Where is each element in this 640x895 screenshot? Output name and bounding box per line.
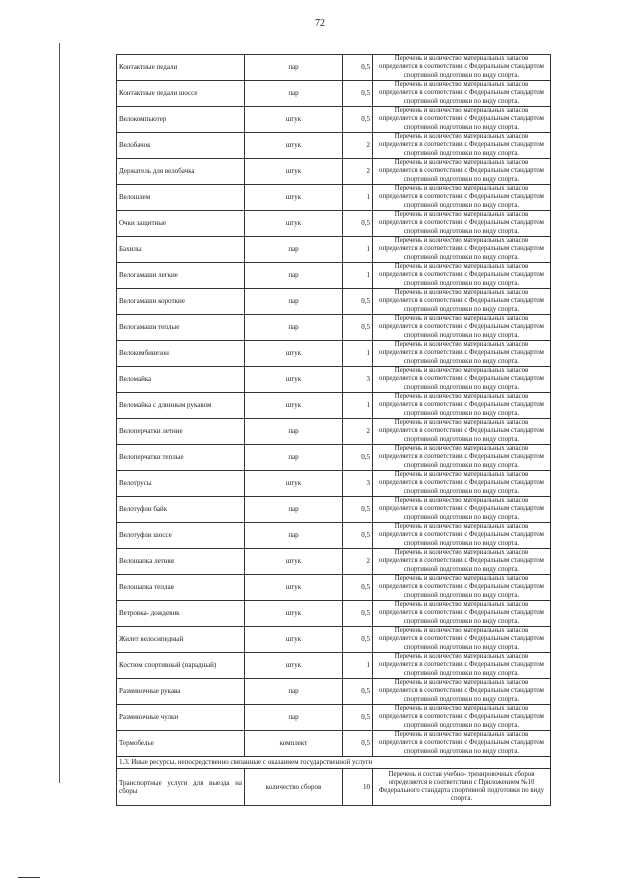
item-basis: Перечень и количество материальных запасов определяется в соответствии с Федеральным стандартом спортивной подготовки по виду спорта. xyxy=(373,549,551,575)
item-unit: количество сборов xyxy=(245,769,343,806)
item-qty: 3 xyxy=(343,471,373,497)
item-qty: 1 xyxy=(343,393,373,419)
item-unit: штук xyxy=(245,549,343,575)
item-basis: Перечень и количество материальных запасов определяется в соответствии с Федеральным стандартом спортивной подготовки по виду спорта. xyxy=(373,653,551,679)
item-qty: 2 xyxy=(343,549,373,575)
item-qty: 0,5 xyxy=(343,289,373,315)
resources-table xyxy=(116,54,551,806)
item-unit: штук xyxy=(245,575,343,601)
table-row xyxy=(117,211,551,237)
item-name: Ветровка- дождевик xyxy=(117,601,245,627)
item-name: Велоперчатки летние xyxy=(117,419,245,445)
item-unit: штук xyxy=(245,341,343,367)
item-basis: Перечень и количество материальных запасов определяется в соответствии с Федеральным стандартом спортивной подготовки по виду спорта. xyxy=(373,705,551,731)
item-qty: 1 xyxy=(343,263,373,289)
item-basis: Перечень и количество материальных запасов определяется в соответствии с Федеральным стандартом спортивной подготовки по виду спорта. xyxy=(373,393,551,419)
item-qty: 2 xyxy=(343,419,373,445)
item-qty: 0,5 xyxy=(343,315,373,341)
item-basis: Перечень и количество материальных запасов определяется в соответствии с Федеральным стандартом спортивной подготовки по виду спорта. xyxy=(373,419,551,445)
table-row xyxy=(117,81,551,107)
item-name: Велобачок xyxy=(117,133,245,159)
table-row xyxy=(117,471,551,497)
section-title: 1.3. Иные ресурсы, непосредственно связанные с оказанием государственной услуги xyxy=(117,757,551,769)
item-qty: 0,5 xyxy=(343,445,373,471)
item-unit: пар xyxy=(245,705,343,731)
item-qty: 0,5 xyxy=(343,81,373,107)
item-basis: Перечень и количество материальных запасов определяется в соответствии с Федеральным стандартом спортивной подготовки по виду спорта. xyxy=(373,679,551,705)
item-qty: 0,5 xyxy=(343,107,373,133)
item-qty: 0,5 xyxy=(343,601,373,627)
item-basis: Перечень и состав учебно- тренировочных сборов определяется в соответствии с Приложением №10 Федерального стандарта спортивной подготовки по виду спорта. xyxy=(373,769,551,806)
item-name: Велотрусы xyxy=(117,471,245,497)
item-unit: пар xyxy=(245,445,343,471)
item-basis: Перечень и количество материальных запасов определяется в соответствии с Федеральным стандартом спортивной подготовки по виду спорта. xyxy=(373,81,551,107)
item-basis: Перечень и количество материальных запасов определяется в соответствии с Федеральным стандартом спортивной подготовки по виду спорта. xyxy=(373,341,551,367)
item-qty: 0,5 xyxy=(343,211,373,237)
table-row xyxy=(117,237,551,263)
item-name: Велокомбинезон xyxy=(117,341,245,367)
item-unit: пар xyxy=(245,237,343,263)
item-unit: штук xyxy=(245,367,343,393)
item-basis: Перечень и количество материальных запасов определяется в соответствии с Федеральным стандартом спортивной подготовки по виду спорта. xyxy=(373,575,551,601)
item-unit: штук xyxy=(245,185,343,211)
item-unit: штук xyxy=(245,133,343,159)
table-row xyxy=(117,601,551,627)
item-basis: Перечень и количество материальных запасов определяется в соответствии с Федеральным стандартом спортивной подготовки по виду спорта. xyxy=(373,133,551,159)
item-qty: 1 xyxy=(343,185,373,211)
item-name: Бахилы xyxy=(117,237,245,263)
table-row xyxy=(117,575,551,601)
item-basis: Перечень и количество материальных запасов определяется в соответствии с Федеральным стандартом спортивной подготовки по виду спорта. xyxy=(373,107,551,133)
item-name: Жилет велосипедный xyxy=(117,627,245,653)
item-name: Велошапка теплая xyxy=(117,575,245,601)
item-unit: пар xyxy=(245,289,343,315)
item-basis: Перечень и количество материальных запасов определяется в соответствии с Федеральным стандартом спортивной подготовки по виду спорта. xyxy=(373,367,551,393)
table-row xyxy=(117,497,551,523)
item-unit: пар xyxy=(245,679,343,705)
table-row xyxy=(117,731,551,757)
item-basis: Перечень и количество материальных запасов определяется в соответствии с Федеральным стандартом спортивной подготовки по виду спорта. xyxy=(373,471,551,497)
item-basis: Перечень и количество материальных запасов определяется в соответствии с Федеральным стандартом спортивной подготовки по виду спорта. xyxy=(373,627,551,653)
table-row xyxy=(117,133,551,159)
item-qty: 0,5 xyxy=(343,627,373,653)
item-basis: Перечень и количество материальных запасов определяется в соответствии с Федеральным стандартом спортивной подготовки по виду спорта. xyxy=(373,263,551,289)
item-unit: штук xyxy=(245,653,343,679)
item-unit: пар xyxy=(245,523,343,549)
table-row xyxy=(117,159,551,185)
item-unit: пар xyxy=(245,419,343,445)
item-basis: Перечень и количество материальных запасов определяется в соответствии с Федеральным стандартом спортивной подготовки по виду спорта. xyxy=(373,601,551,627)
item-name: Велотуфли байк xyxy=(117,497,245,523)
item-basis: Перечень и количество материальных запасов определяется в соответствии с Федеральным стандартом спортивной подготовки по виду спорта. xyxy=(373,159,551,185)
item-name: Велоперчатки теплые xyxy=(117,445,245,471)
item-basis: Перечень и количество материальных запасов определяется в соответствии с Федеральным стандартом спортивной подготовки по виду спорта. xyxy=(373,55,551,81)
item-qty: 2 xyxy=(343,159,373,185)
item-basis: Перечень и количество материальных запасов определяется в соответствии с Федеральным стандартом спортивной подготовки по виду спорта. xyxy=(373,237,551,263)
table-row xyxy=(117,263,551,289)
item-name: Велогамаши теплые xyxy=(117,315,245,341)
item-unit: пар xyxy=(245,497,343,523)
item-unit: комплект xyxy=(245,731,343,757)
table-row xyxy=(117,549,551,575)
table-row xyxy=(117,341,551,367)
table-row xyxy=(117,627,551,653)
item-name: Велошлем xyxy=(117,185,245,211)
item-name: Контактные педали шоссе xyxy=(117,81,245,107)
item-name: Велогамаши легкие xyxy=(117,263,245,289)
table-row xyxy=(117,679,551,705)
corner-mark xyxy=(18,877,40,878)
item-qty: 1 xyxy=(343,341,373,367)
item-basis: Перечень и количество материальных запасов определяется в соответствии с Федеральным стандартом спортивной подготовки по виду спорта. xyxy=(373,289,551,315)
table-row xyxy=(117,419,551,445)
table-row xyxy=(117,393,551,419)
item-basis: Перечень и количество материальных запасов определяется в соответствии с Федеральным стандартом спортивной подготовки по виду спорта. xyxy=(373,211,551,237)
item-unit: штук xyxy=(245,471,343,497)
item-unit: штук xyxy=(245,393,343,419)
item-basis: Перечень и количество материальных запасов определяется в соответствии с Федеральным стандартом спортивной подготовки по виду спорта. xyxy=(373,523,551,549)
table-row xyxy=(117,289,551,315)
item-name: Транспортные услуги для выезда на сборы xyxy=(117,769,245,806)
table-row xyxy=(117,367,551,393)
item-qty: 2 xyxy=(343,133,373,159)
item-name: Очки защитные xyxy=(117,211,245,237)
section-row xyxy=(117,757,551,769)
item-qty: 10 xyxy=(343,769,373,806)
margin-line xyxy=(59,43,60,783)
item-basis: Перечень и количество материальных запасов определяется в соответствии с Федеральным стандартом спортивной подготовки по виду спорта. xyxy=(373,497,551,523)
item-name: Контактные педали xyxy=(117,55,245,81)
item-name: Велокомпьютер xyxy=(117,107,245,133)
item-unit: штук xyxy=(245,211,343,237)
table-row xyxy=(117,445,551,471)
table-row xyxy=(117,523,551,549)
table-body xyxy=(117,55,551,806)
item-unit: пар xyxy=(245,315,343,341)
item-unit: пар xyxy=(245,263,343,289)
table-row xyxy=(117,769,551,806)
item-qty: 0,5 xyxy=(343,731,373,757)
table-row xyxy=(117,107,551,133)
page-number: 72 xyxy=(315,18,325,29)
item-unit: штук xyxy=(245,627,343,653)
table-row xyxy=(117,315,551,341)
item-name: Веломайка xyxy=(117,367,245,393)
item-basis: Перечень и количество материальных запасов определяется в соответствии с Федеральным стандартом спортивной подготовки по виду спорта. xyxy=(373,185,551,211)
item-qty: 0,5 xyxy=(343,523,373,549)
item-unit: пар xyxy=(245,55,343,81)
item-qty: 1 xyxy=(343,237,373,263)
item-qty: 1 xyxy=(343,653,373,679)
item-basis: Перечень и количество материальных запасов определяется в соответствии с Федеральным стандартом спортивной подготовки по виду спорта. xyxy=(373,731,551,757)
table-row xyxy=(117,705,551,731)
item-name: Велогамаши короткие xyxy=(117,289,245,315)
table-row xyxy=(117,653,551,679)
item-qty: 3 xyxy=(343,367,373,393)
item-name: Костюм спортивный (парадный) xyxy=(117,653,245,679)
item-name: Велотуфли шоссе xyxy=(117,523,245,549)
item-unit: штук xyxy=(245,107,343,133)
item-name: Разминочные рукава xyxy=(117,679,245,705)
item-qty: 0,5 xyxy=(343,575,373,601)
item-unit: штук xyxy=(245,159,343,185)
item-qty: 0,5 xyxy=(343,55,373,81)
item-basis: Перечень и количество материальных запасов определяется в соответствии с Федеральным стандартом спортивной подготовки по виду спорта. xyxy=(373,315,551,341)
item-name: Велошапка летняя xyxy=(117,549,245,575)
item-qty: 0,5 xyxy=(343,497,373,523)
item-name: Разминочные чулки xyxy=(117,705,245,731)
item-qty: 0,5 xyxy=(343,705,373,731)
item-name: Веломайка с длинным рукавом xyxy=(117,393,245,419)
item-name: Термобелье xyxy=(117,731,245,757)
table-row xyxy=(117,185,551,211)
item-basis: Перечень и количество материальных запасов определяется в соответствии с Федеральным стандартом спортивной подготовки по виду спорта. xyxy=(373,445,551,471)
item-unit: штук xyxy=(245,601,343,627)
item-unit: пар xyxy=(245,81,343,107)
item-name: Держатель для велобачка xyxy=(117,159,245,185)
item-qty: 0,5 xyxy=(343,679,373,705)
table-row xyxy=(117,55,551,81)
